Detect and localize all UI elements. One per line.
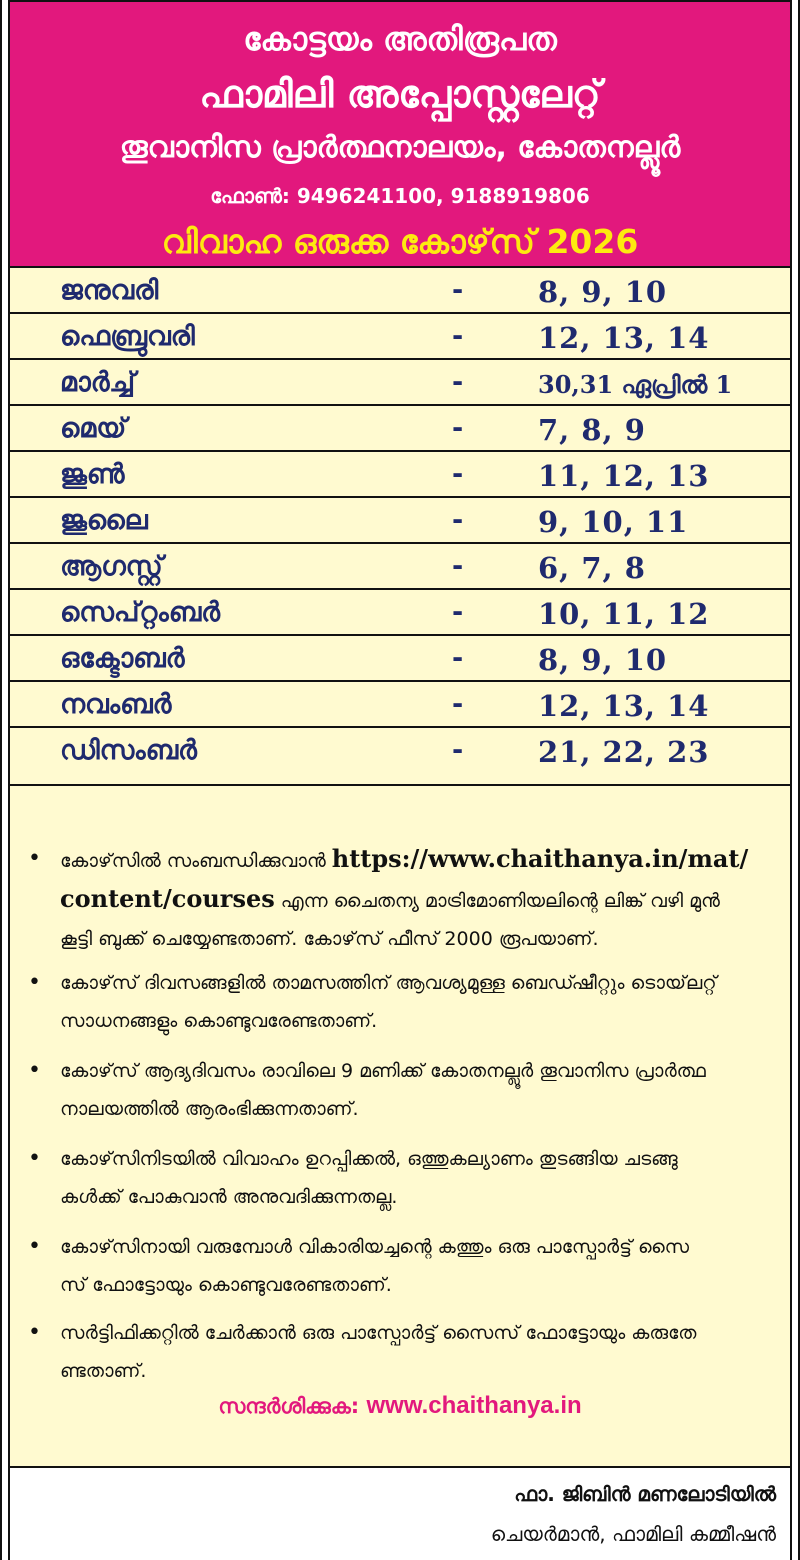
schedule-row (10, 406, 790, 452)
note-text: കോഴ്‌സിനായി വരുമ്പോൾ വികാരിയച്ചന്റെ കത്തും ഒരു പാസ്പോർട്ട് സൈ (60, 1236, 690, 1258)
dash-separator: - (452, 551, 464, 582)
course-dates: 8, 9, 10 (538, 275, 668, 309)
course-dates: 12, 13, 14 (538, 321, 710, 355)
course-dates: 7, 8, 9 (538, 413, 646, 447)
note-item (28, 964, 780, 1040)
signatory-role: ചെയർമാൻ, ഫാമിലി കമ്മീഷൻ (490, 1522, 776, 1546)
schedule-row (10, 314, 790, 360)
month-label: മെയ് (60, 413, 127, 444)
signature-block (8, 1468, 792, 1560)
course-dates: 11, 12, 13 (538, 459, 710, 493)
course-dates: 30,31 ഏപ്രിൽ 1 (538, 370, 733, 399)
bullet-icon: • (28, 1234, 41, 1259)
note-text: ണ്ടതാണ്. (60, 1360, 147, 1382)
course-dates: 12, 13, 14 (538, 689, 710, 723)
course-title: വിവാഹ ഒരുക്ക കോഴ്‌സ് 2026 (161, 222, 639, 261)
month-label: ജൂൺ (60, 459, 125, 490)
note-text: കോഴ്‌സിൽ സംബന്ധിക്കുവാൻ (60, 850, 332, 872)
phone-numbers: ഫോൺ: 9496241100, 9188919806 (210, 184, 590, 208)
dash-separator: - (452, 459, 464, 490)
course-dates: 21, 22, 23 (538, 735, 710, 769)
schedule-row (10, 268, 790, 314)
month-label: ഫെബ്രുവരി (60, 321, 195, 352)
note-item (28, 840, 780, 958)
note-item (28, 1228, 780, 1304)
dash-separator: - (452, 643, 464, 674)
month-label: ഡിസംബർ (60, 735, 197, 766)
course-dates: 8, 9, 10 (538, 643, 668, 677)
dash-separator: - (452, 321, 464, 352)
note-text: സർട്ടിഫിക്കറ്റിൽ ചേർക്കാൻ ഒരു പാസ്പോർട്ട് സൈസ് ഫോട്ടോയും കരുതേ (60, 1322, 697, 1344)
schedule-row (10, 498, 790, 544)
archdiocese-name: കോട്ടയം അതിരൂപത (243, 20, 557, 58)
note-text: കൂട്ടി ബുക്ക് ചെയ്യേണ്ടതാണ്. കോഴ്‌സ് ഫീസ് 2000 രൂപയാണ്. (60, 928, 599, 950)
note-text: കൾക്ക് പോകുവാൻ അനുവദിക്കുന്നതല്ല. (60, 1186, 398, 1208)
organization-name: ഫാമിലി അപ്പോസ്റ്റലേറ്റ് (199, 72, 601, 116)
note-text: കോഴ്‌സിനിടയിൽ വിവാഹം ഉറപ്പിക്കൽ, ഒത്തുകല്യാണം തുടങ്ങിയ ചടങ്ങു (60, 1148, 678, 1170)
note-text: കോഴ്‌സ് ആദ്യദിവസം രാവിലെ 9 മണിക്ക് കോതനല്ലൂർ തൂവാനിസ പ്രാർത്ഥ (60, 1060, 706, 1082)
header-banner (8, 0, 792, 268)
schedule-table (8, 268, 792, 786)
venue-name: തൂവാനിസ പ്രാർത്ഥനാലയം, കോതനല്ലൂർ (119, 130, 681, 165)
visit-website (10, 1392, 790, 1420)
signatory-name: ഫാ. ജിബിൻ മണലോടിയിൽ (514, 1482, 776, 1506)
schedule-row (10, 590, 790, 636)
registration-url[interactable]: https://www.chaithanya.in/mat/ (331, 844, 749, 873)
course-dates: 6, 7, 8 (538, 551, 646, 585)
month-label: ജനുവരി (60, 275, 159, 306)
schedule-row (10, 544, 790, 590)
course-dates: 9, 10, 11 (538, 505, 689, 539)
dash-separator: - (452, 689, 464, 720)
month-label: ഒക്ടോബർ (60, 643, 185, 674)
note-text: കോഴ്‌സ് ദിവസങ്ങളിൽ താമസത്തിന് ആവശ്യമുള്ള ബെഡ്ഷീറ്റും ടൊയ്‌ലറ്റ് (60, 972, 717, 994)
registration-url-cont[interactable]: content/courses (60, 884, 275, 913)
bullet-icon: • (28, 1146, 41, 1171)
website-link[interactable]: www.chaithanya.in (366, 1392, 582, 1419)
note-text: സ് ഫോട്ടോയും കൊണ്ടുവരേണ്ടതാണ്. (60, 1274, 392, 1296)
note-item (28, 1140, 780, 1216)
schedule-row (10, 728, 790, 774)
dash-separator: - (452, 367, 464, 398)
dash-separator: - (452, 505, 464, 536)
month-label: മാർച്ച് (60, 367, 136, 398)
schedule-row (10, 682, 790, 728)
schedule-row (10, 360, 790, 406)
note-text: എന്ന ചൈതന്യ മാട്രിമോണിയലിന്റെ ലിങ്ക് വഴി മുൻ (274, 890, 720, 912)
dash-separator: - (452, 597, 464, 628)
bullet-icon: • (28, 970, 41, 995)
schedule-row (10, 452, 790, 498)
note-item (28, 1314, 780, 1390)
month-label: ജൂലൈ (60, 505, 148, 536)
month-label: സെപ്റ്റംബർ (60, 597, 221, 628)
instructions-panel (8, 786, 792, 1468)
note-text: സാധനങ്ങളും കൊണ്ടുവരേണ്ടതാണ്. (60, 1010, 378, 1032)
dash-separator: - (452, 275, 464, 306)
bullet-icon: • (28, 1320, 41, 1345)
month-label: ആഗസ്റ്റ് (60, 551, 163, 582)
dash-separator: - (452, 413, 464, 444)
month-label: നവംബർ (60, 689, 172, 720)
course-dates: 10, 11, 12 (538, 597, 710, 631)
dash-separator: - (452, 735, 464, 766)
schedule-row (10, 636, 790, 682)
note-text: നാലയത്തിൽ ആരംഭിക്കുന്നതാണ്. (60, 1098, 359, 1120)
bullet-icon: • (28, 1058, 41, 1083)
note-item (28, 1052, 780, 1128)
visit-label: സന്ദർശിക്കുക: (218, 1394, 367, 1418)
bullet-icon: • (28, 846, 41, 871)
